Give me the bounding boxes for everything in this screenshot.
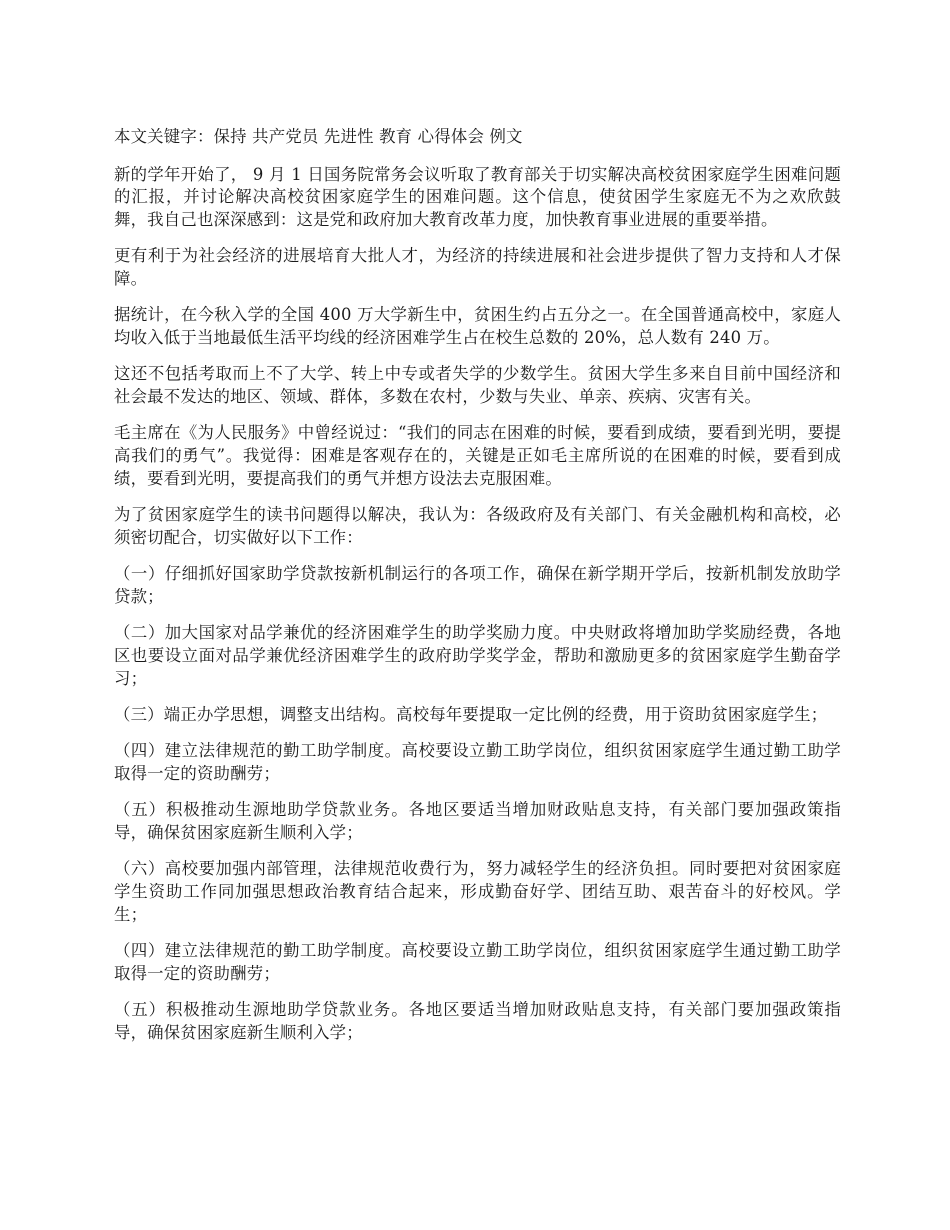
paragraph: 这还不包括考取而上不了大学、转上中专或者失学的少数学生。贫困大学生多来自目前中国经济和社会最不发达的地区、领域、群体，多数在农村，少数与失业、单亲、疾病、灾害有关。 bbox=[114, 364, 841, 407]
list-item: （一）仔细抓好国家助学贷款按新机制运行的各项工作，确保在新学期开学后，按新机制发放助学贷款； bbox=[114, 564, 841, 606]
paragraph: 更有利于为社会经济的进展培育大批人才，为经济的持续进展和社会进步提供了智力支持和人才保障。 bbox=[114, 246, 841, 289]
list-item: （五）积极推动生源地助学贷款业务。各地区要适当增加财政贴息支持，有关部门要加强政策指导，确保贫困家庭新生顺利入学； bbox=[114, 999, 841, 1042]
document-page bbox=[114, 126, 841, 1058]
list-item: （四）建立法律规范的勤工助学制度。高校要设立勤工助学岗位，组织贫困家庭学生通过勤工助学取得一定的资助酬劳； bbox=[114, 741, 841, 783]
list-item: （三）端正办学思想，调整支出结构。高校每年要提取一定比例的经费，用于资助贫困家庭学生； bbox=[114, 704, 828, 724]
paragraph: 为了贫困家庭学生的读书问题得以解决，我认为：各级政府及有关部门、有关金融机构和高校，必须密切配合，切实做好以下工作： bbox=[114, 505, 841, 547]
paragraph: 据统计，在今秋入学的全国 400 万大学新生中，贫困生约占五分之一。在全国普通高校中，家庭人均收入低于当地最低生活平均线的经济困难学生占在校生总数的 20%，总人数有 240 万。 bbox=[114, 305, 841, 348]
paragraph: 新的学年开始了， 9 月 1 日国务院常务会议听取了教育部关于切实解决高校贫困家庭学生困难问题的汇报，并讨论解决高校贫困家庭学生的困难问题。这个信息，使贫困学生家庭无不为之欢欣鼓舞，我自己也深深感到：这是党和政府加大教育改革力度，加快教育事业进展的重要举措。 bbox=[114, 164, 841, 230]
list-item: （四）建立法律规范的勤工助学制度。高校要设立勤工助学岗位，组织贫困家庭学生通过勤工助学取得一定的资助酬劳； bbox=[114, 940, 841, 983]
list-item: （六）高校要加强内部管理，法律规范收费行为，努力减轻学生的经济负担。同时要把对贫困家庭学生资助工作同加强思想政治教育结合起来，形成勤奋好学、团结互助、艰苦奋斗的好校风。学生； bbox=[114, 859, 841, 924]
list-item: （五）积极推动生源地助学贷款业务。各地区要适当增加财政贴息支持，有关部门要加强政策指导，确保贫困家庭新生顺利入学； bbox=[114, 800, 841, 842]
list-item: （二）加大国家对品学兼优的经济困难学生的助学奖励力度。中央财政将增加助学奖励经费，各地区也要设立面对品学兼优经济困难学生的政府助学奖学金，帮助和激励更多的贫困家庭学生勤奋学习； bbox=[114, 623, 841, 688]
keywords-line: 本文关键字：保持 共产党员 先进性 教育 心得体会 例文 bbox=[114, 127, 523, 146]
paragraph: 毛主席在《为人民服务》中曾经说过：“我们的同志在困难的时候，要看到成绩，要看到光明，要提高我们的勇气”。我觉得：困难是客观存在的，关键是正如毛主席所说的在困难的时候，要看到成绩，要看到光明，要提高我们的勇气并想方设法去克服困难。 bbox=[114, 423, 841, 488]
